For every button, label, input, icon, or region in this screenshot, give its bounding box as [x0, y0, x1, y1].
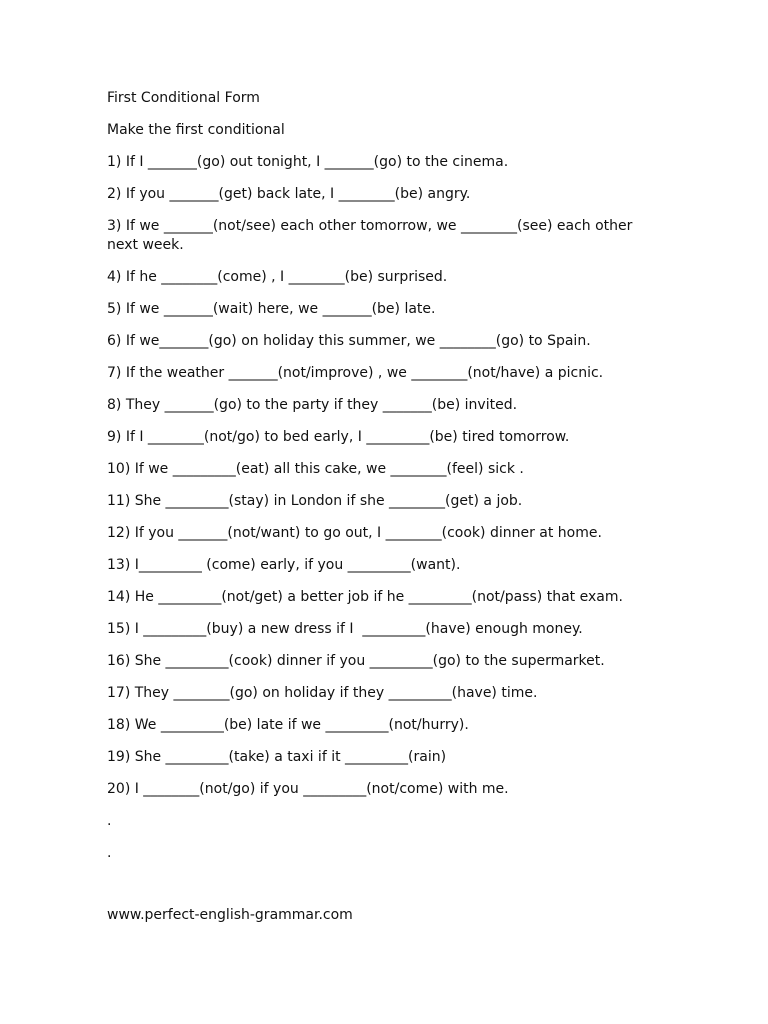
- exercise-item: 15) I _________(buy) a new dress if I _________(have) enough money.: [107, 621, 583, 637]
- exercise-item: 17) They ________(go) on holiday if they _________(have) time.: [107, 685, 538, 701]
- exercise-item: 10) If we _________(eat) all this cake, we ________(feel) sick .: [107, 461, 524, 477]
- exercise-item: 14) He _________(not/get) a better job if he _________(not/pass) that exam.: [107, 589, 623, 605]
- exercise-item: 6) If we_______(go) on holiday this summer, we ________(go) to Spain.: [107, 333, 591, 349]
- exercise-item: 16) She _________(cook) dinner if you _________(go) to the supermarket.: [107, 653, 605, 669]
- exercise-item: 5) If we _______(wait) here, we _______(be) late.: [107, 301, 436, 317]
- exercise-item: 1) If I _______(go) out tonight, I _______(go) to the cinema.: [107, 154, 509, 170]
- exercise-item: 3) If we _______(not/see) each other tomorrow, we ________(see) each other next week.: [107, 218, 637, 253]
- exercise-item: 13) I_________ (come) early, if you _________(want).: [107, 557, 461, 573]
- separator-dot: .: [107, 845, 112, 861]
- worksheet-instruction: Make the first conditional: [107, 122, 285, 138]
- website-url: www.perfect-english-grammar.com: [107, 907, 353, 923]
- exercise-item: 8) They _______(go) to the party if they _______(be) invited.: [107, 397, 518, 413]
- exercise-item: 4) If he ________(come) , I ________(be) surprised.: [107, 269, 448, 285]
- worksheet-body: [107, 89, 667, 876]
- exercise-item: 7) If the weather _______(not/improve) , we ________(not/have) a picnic.: [107, 365, 604, 381]
- exercise-item: 20) I ________(not/go) if you _________(not/come) with me.: [107, 781, 509, 797]
- exercise-item: 18) We _________(be) late if we _________(not/hurry).: [107, 717, 469, 733]
- exercise-item: 11) She _________(stay) in London if she ________(get) a job.: [107, 493, 523, 509]
- exercise-item: 12) If you _______(not/want) to go out, I ________(cook) dinner at home.: [107, 525, 602, 541]
- exercise-item: 2) If you _______(get) back late, I ________(be) angry.: [107, 186, 471, 202]
- exercise-item: 19) She _________(take) a taxi if it _________(rain): [107, 749, 447, 765]
- worksheet-title: First Conditional Form: [107, 90, 260, 106]
- separator-dot: .: [107, 813, 112, 829]
- exercise-item: 9) If I ________(not/go) to bed early, I _________(be) tired tomorrow.: [107, 429, 570, 445]
